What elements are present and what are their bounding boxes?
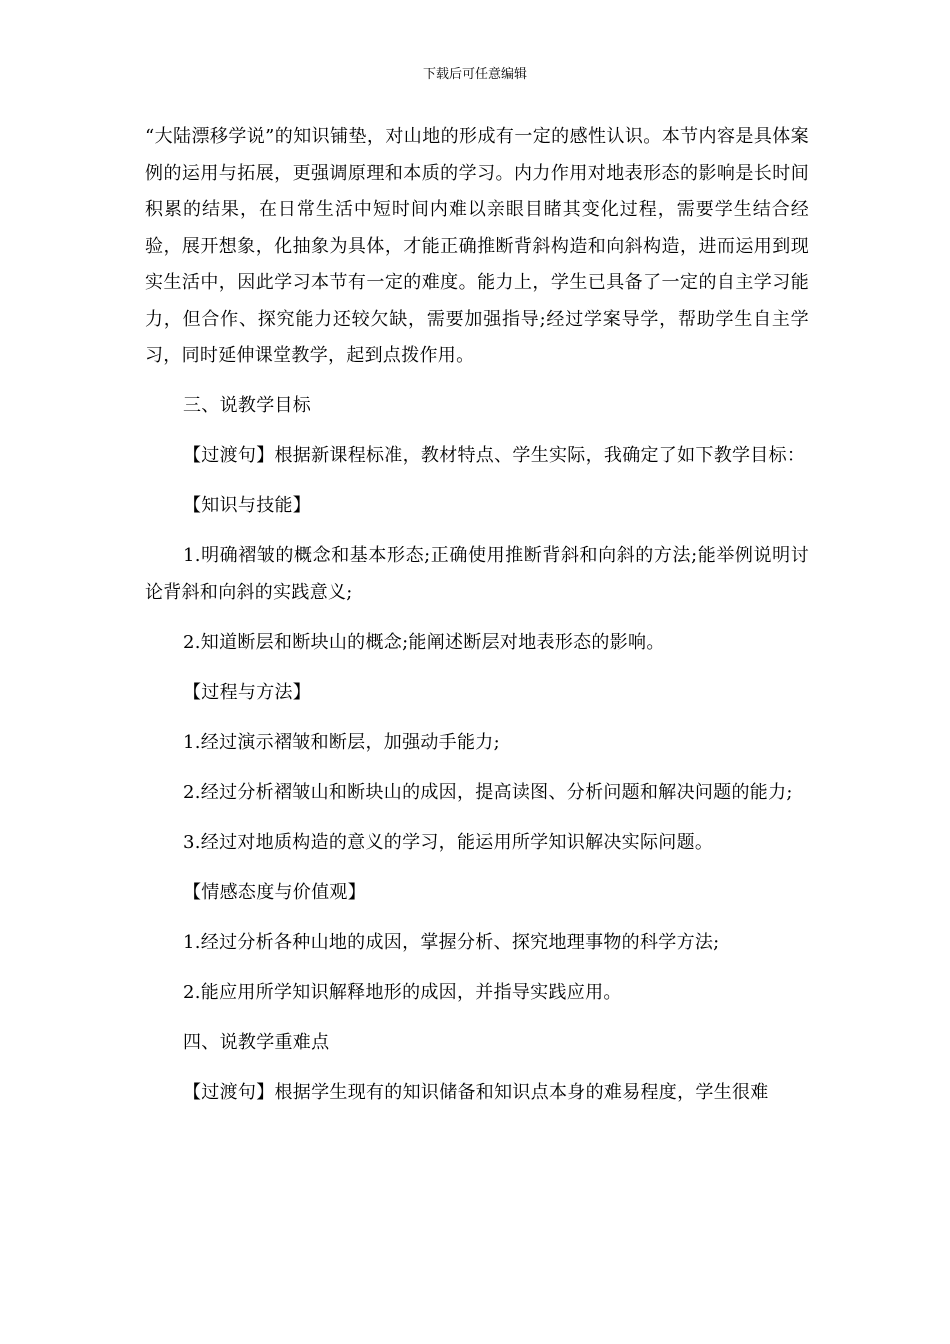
process-item-2: 2.经过分析褶皱山和断块山的成因，提高读图、分析问题和解决问题的能力; [183,781,793,803]
transition-sentence-key-points: 【过渡句】根据学生现有的知识储备和知识点本身的难易程度，学生很难 [183,1081,769,1103]
page-header: 下载后可任意编辑 [422,67,527,82]
subheading-emotion-values: 【情感态度与价值观】 [183,881,366,903]
emotion-item-1: 1.经过分析各种山地的成因，掌握分析、探究地理事物的科学方法; [183,931,720,953]
knowledge-item-1: 1.明确褶皱的概念和基本形态;正确使用推断背斜和向斜的方法;能举例说明讨论背斜和向斜的实践意义; [145,545,809,603]
subheading-knowledge-skills: 【知识与技能】 [183,495,312,516]
transition-sentence-goals: 【过渡句】根据新课程标准，教材特点、学生实际，我确定了如下教学目标： [183,445,806,466]
section-heading-teaching-goals: 三、说教学目标 [183,395,312,416]
paragraph-student-analysis: “大陆漂移学说”的知识铺垫，对山地的形成有一定的感性认识。本节内容是具体案例的运用与拓展，更强调原理和本质的学习。内力作用对地表形态的影响是长时间积累的结果，在日常生活中短时间内难以亲眼目睹其变化过程，需要学生结合经验，展开想象，化抽象为具体，才能正确推断背斜构造和向斜构造，进而运用到现实生活中，因此学习本节有一定的难度。能力上，学生已具备了一定的自主学习能力，但合作、探究能力还较欠缺，需要加强指导;经过学案导学，帮助学生自主学习，同时延伸课堂教学，起到点拨作用。 [145,126,809,366]
section-heading-key-points: 四、说教学重难点 [183,1031,330,1053]
knowledge-item-2: 2.知道断层和断块山的概念;能阐述断层对地表形态的影响。 [183,631,665,653]
process-item-1: 1.经过演示褶皱和断层，加强动手能力; [183,731,500,753]
emotion-item-2: 2.能应用所学知识解释地形的成因，并指导实践应用。 [183,981,622,1003]
document-body [145,119,809,1125]
subheading-process-methods: 【过程与方法】 [183,681,312,703]
process-item-3: 3.经过对地质构造的意义的学习，能运用所学知识解决实际问题。 [183,831,714,853]
